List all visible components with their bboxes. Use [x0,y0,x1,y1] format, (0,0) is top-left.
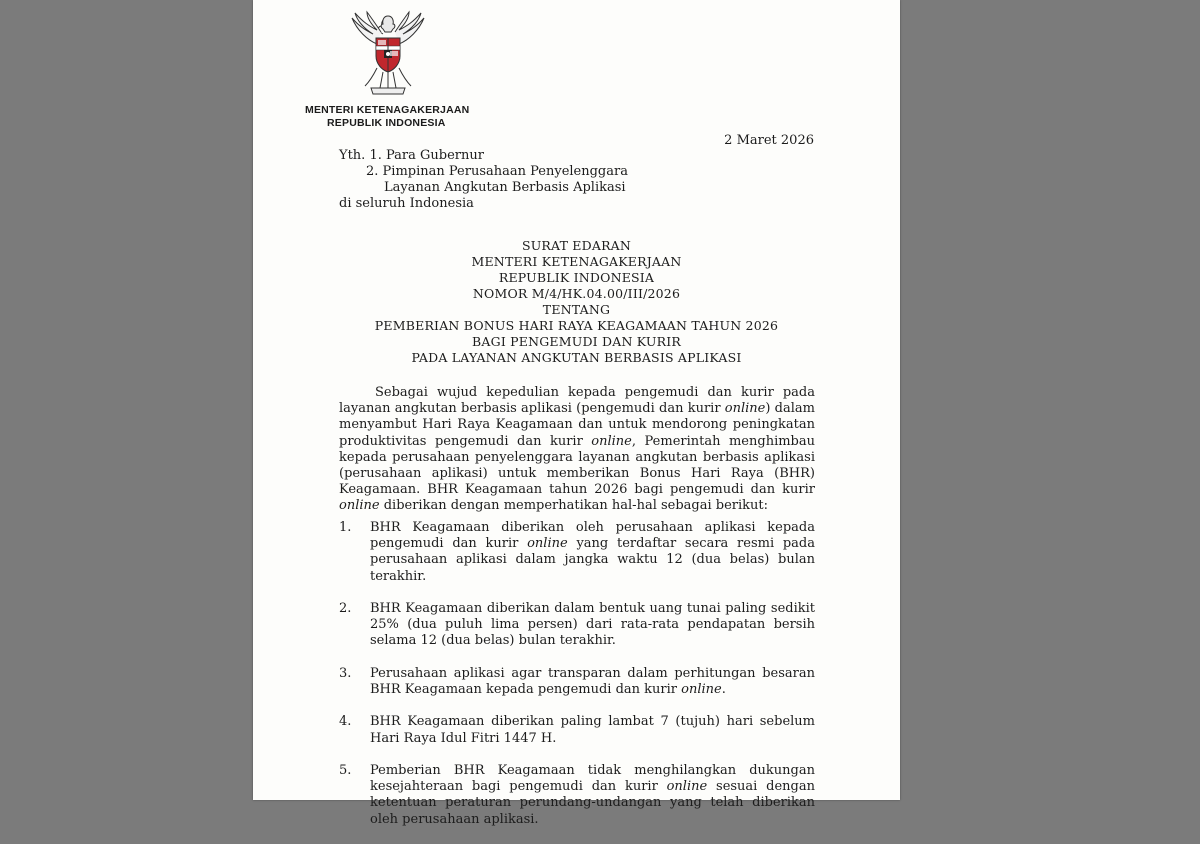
list-item-text: BHR Keagamaan diberikan dalam bentuk uang tunai paling sedikit 25% (dua puluh lima persen) dari rata-rata pendapatan bersih selama 12 (dua belas) bulan terakhir. [370,601,815,649]
list-item [339,601,815,650]
list-item-em: online [666,779,708,795]
title-line-4: NOMOR M/4/HK.04.00/III/2026 [472,286,681,301]
list-item-em: online [527,536,568,552]
recipients-block [339,148,628,212]
list-item-number: 2. [339,601,352,616]
list-item-number: 5. [339,762,352,778]
provisions-list [339,520,815,844]
document-title [253,238,900,366]
recipient-1: 1. Para Gubernur [369,148,484,163]
title-line-5: TENTANG [542,302,611,317]
title-line-3: REPUBLIK INDONESIA [498,270,655,285]
title-line-6: PEMBERIAN BONUS HARI RAYA KEAGAMAAN TAHUN 2026 [374,318,779,333]
recipients-footer: di seluruh Indonesia [339,196,474,211]
list-item-text-end: . [721,682,726,697]
list-item-text-end: sesuai dengan ketentuan peraturan perundang-undangan yang telah diberikan oleh perusahaan aplikasi. [370,779,815,827]
intro-em-b: online [591,433,632,449]
letterhead [305,104,469,130]
list-item-em: online [681,682,722,697]
list-item-text: BHR Keagamaan diberikan oleh perusahaan aplikasi kepada pengemudi dan kurir [370,520,815,552]
title-line-8: PADA LAYANAN ANGKUTAN BERBASIS APLIKASI [411,350,742,365]
list-item [339,520,815,585]
intro-em-a: online [724,401,766,417]
letter-date: 2 Maret 2026 [724,133,814,148]
list-item [339,763,815,828]
list-item-text: Perusahaan aplikasi agar transparan dalam perhitungan besaran BHR Keagamaan kepada pengemudi dan kurir [370,665,815,697]
letterhead-line-1: MENTERI KETENAGAKERJAAN [305,104,470,116]
recipient-2-line-2: Layanan Angkutan Berbasis Aplikasi [384,180,626,195]
intro-text-c: , Pemerintah menghimbau kepada perusahaan penyelenggara layanan angkutan berbasis aplikasi (perusahaan aplikasi) untuk memberikan Bonus Hari Raya (BHR) Keagamaan. BHR Keagamaan tahun 2026 bagi pengemudi dan kurir [339,433,815,498]
recipient-2-line-1: 2. Pimpinan Perusahaan Penyelenggara [366,164,628,179]
title-line-7: BAGI PENGEMUDI DAN KURIR [472,334,681,349]
list-item-number: 3. [339,665,352,681]
letterhead-line-2: REPUBLIK INDONESIA [327,117,446,129]
list-item [339,714,815,746]
title-line-1: SURAT EDARAN [521,238,632,253]
list-item-number: 4. [339,714,352,730]
intro-text-a: Sebagai wujud kepedulian kepada pengemudi dan kurir pada layanan angkutan berbasis aplikasi (pengemudi dan kurir [339,385,815,417]
list-item-text-end: yang terdaftar secara resmi pada perusahaan aplikasi dalam jangka waktu 12 (dua belas) bulan terakhir. [370,536,815,584]
list-item [339,666,815,698]
document-page [253,0,900,827]
garuda-emblem-icon [347,10,429,96]
list-item-text: BHR Keagamaan diberikan paling lambat 7 (tujuh) hari sebelum Hari Raya Idul Fitri 1447 H. [370,714,815,746]
intro-text-b: ) dalam menyambut Hari Raya Keagamaan dan untuk mendorong peningkatan produktivitas pengemudi dan kurir [339,401,815,449]
title-line-2: MENTERI KETENAGAKERJAAN [471,254,682,269]
intro-text-d: diberikan dengan memperhatikan hal-hal sebagai berikut: [379,498,769,514]
list-item-number: 1. [339,520,352,535]
recipients-prefix: Yth. [339,148,366,163]
intro-paragraph [339,385,815,515]
intro-em-c: online [339,498,380,514]
list-item-text: Pemberian BHR Keagamaan tidak menghilangkan dukungan kesejahteraan bagi pengemudi dan kurir [370,762,815,795]
